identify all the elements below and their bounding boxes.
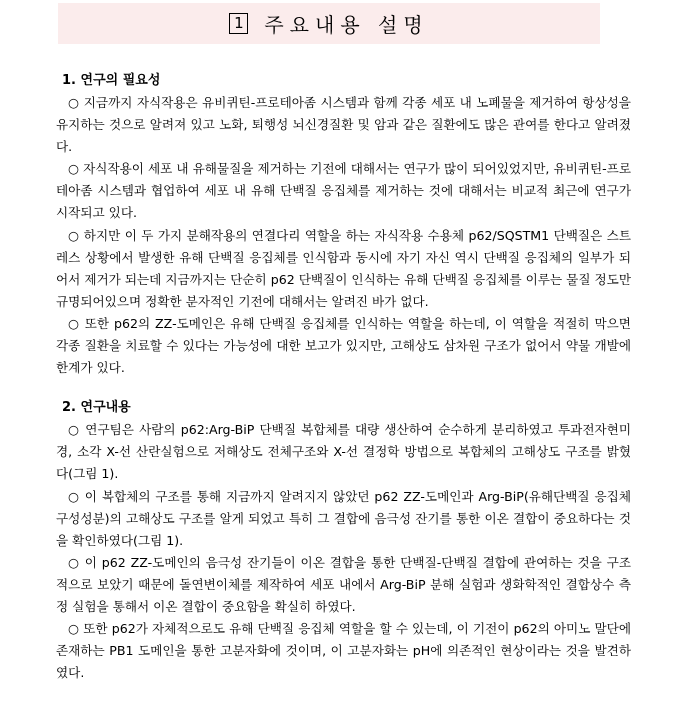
title-number-box: 1 bbox=[229, 13, 248, 34]
section-heading-content: 2. 연구내용 bbox=[62, 400, 131, 416]
title-banner bbox=[58, 3, 600, 44]
section-spacer bbox=[56, 379, 631, 397]
paragraph-text: 하지만 이 두 가지 분해작용의 연결다리 역할을 하는 자식작용 수용체 p62/SQSTM1 단백질은 스트레스 상황에서 발생한 유해 단백질 응집체를 인식함과 동시에 자기 자신 역시 단백질 응집체의 일부가 되어서 제거가 되는데 지금까지는 단순히 p62 단백질이 인식하는 유해 단백질 응집체를 이루는 물질 정도만 규명되어있으며 정확한 분자적인 기전에 대해서는 알려진 바가 없다. bbox=[56, 227, 631, 309]
bullet-circle-icon: ○ bbox=[68, 554, 80, 570]
paragraph-text: 지금까지 자식작용은 유비퀴틴-프로테아좀 시스템과 함께 각종 세포 내 노폐물을 제거하여 항상성을 유지하는 것으로 알려져 있고 노화, 퇴행성 뇌신경질환 및 암과 같은 질환에도 많은 관여를 한다고 알려졌다. bbox=[56, 95, 631, 155]
paragraph bbox=[56, 618, 631, 684]
bullet-circle-icon: ○ bbox=[68, 161, 80, 177]
paragraph-text: 이 p62 ZZ-도메인의 음극성 잔기들이 이온 결합을 통한 단백질-단백질 결합에 관여하는 것을 구조적으로 보았기 때문에 돌연변이체를 제작하여 세포 내에서 Arg-BiP 분해 실험과 생화학적인 결합상수 측정 실험을 통해서 이온 결합이 중요함을 확실히 하였다. bbox=[56, 554, 631, 614]
bullet-circle-icon: ○ bbox=[68, 227, 80, 243]
bullet-circle-icon: ○ bbox=[68, 621, 80, 637]
bullet-circle-icon: ○ bbox=[68, 488, 80, 504]
paragraph bbox=[56, 552, 631, 618]
paragraph-text: 연구팀은 사람의 p62:Arg-BiP 단백질 복합체를 대량 생산하여 순수하게 분리하였고 투과전자현미경, 소각 X-선 산란실험으로 저해상도 전체구조와 X-선 결정학 방법으로 복합체의 고해상도 구조를 밝혔다(그림 1). bbox=[56, 422, 631, 482]
paragraph bbox=[56, 92, 631, 158]
paragraph bbox=[56, 486, 631, 552]
paragraph bbox=[56, 419, 631, 485]
bullet-circle-icon: ○ bbox=[68, 315, 80, 331]
bullet-circle-icon: ○ bbox=[68, 95, 80, 110]
paragraph bbox=[56, 313, 631, 379]
document-body bbox=[56, 70, 631, 684]
section-heading-need: 1. 연구의 필요성 bbox=[62, 73, 161, 88]
paragraph-text: 이 복합체의 구조를 통해 지금까지 알려지지 않았던 p62 ZZ-도메인과 Arg-BiP(유해단백질 응집체 구성성분)의 고해상도 구조를 알게 되었고 특히 그 결합에 음극성 잔기를 통한 이온 결합이 중요하다는 것을 확인하였다(그림 1). bbox=[56, 488, 631, 548]
paragraph-text: 또한 p62가 자체적으로도 유해 단백질 응집체 역할을 할 수 있는데, 이 기전이 p62의 아미노 말단에 존재하는 PB1 도메인을 통한 고분자화에 것이며, 이 고분자화는 pH에 의존적인 현상이라는 것을 발견하였다. bbox=[56, 621, 631, 681]
paragraph bbox=[56, 225, 631, 313]
page-title: 주요내용 설명 bbox=[264, 13, 429, 37]
paragraph-text: 자식작용이 세포 내 유해물질을 제거하는 기전에 대해서는 연구가 많이 되어있었지만, 유비퀴틴-프로테아좀 시스템과 협업하여 세포 내 유해 단백질 응집체를 제거하는 것에 대해서는 비교적 최근에 연구가 시작되고 있다. bbox=[56, 161, 631, 221]
bullet-circle-icon: ○ bbox=[68, 422, 81, 438]
paragraph-text: 또한 p62의 ZZ-도메인은 유해 단백질 응집체를 인식하는 역할을 하는데, 이 역할을 적절히 막으면 각종 질환을 치료할 수 있다는 가능성에 대한 보고가 있지만, 고해상도 삼차원 구조가 없어서 약물 개발에 한계가 있다. bbox=[56, 315, 631, 376]
paragraph bbox=[56, 158, 631, 224]
